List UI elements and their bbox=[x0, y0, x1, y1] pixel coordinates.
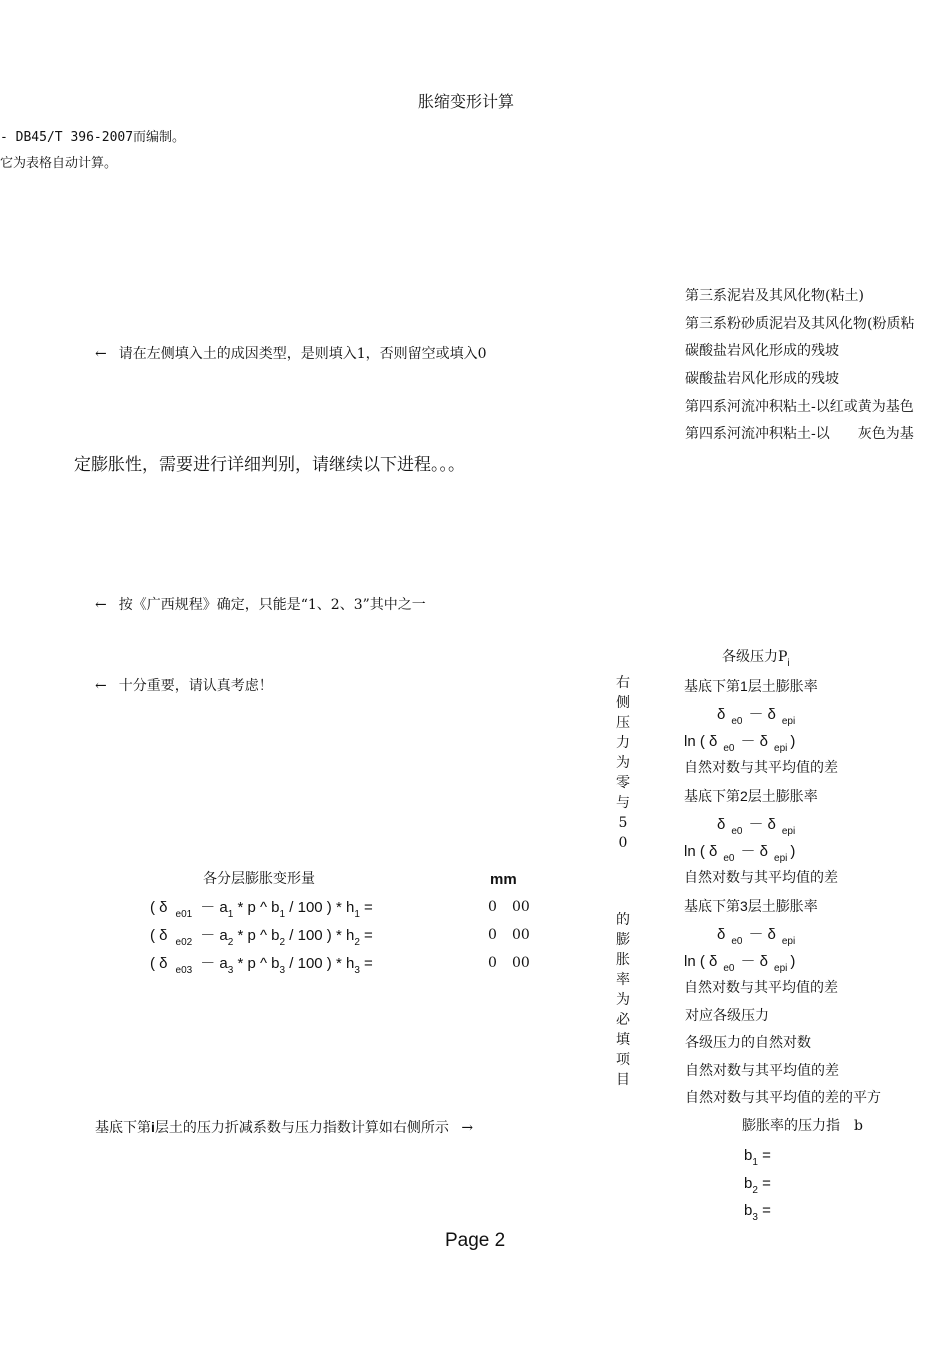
warning-text: 定膨胀性，需要进行详细判别，请继续以下进程。。。 bbox=[74, 455, 465, 474]
unit-label: mm bbox=[490, 871, 517, 888]
note-text: 请在左侧填入土的成因类型，是则填入1，否则留空或填入0 bbox=[118, 346, 487, 362]
pressure-list-item: 各级压力的自然对数 bbox=[685, 1035, 811, 1051]
intro-line-2: 它为表格自动计算。 bbox=[0, 156, 118, 171]
page-footer: Page 2 bbox=[445, 1230, 506, 1251]
deformation-header: 各分层膨胀变形量 bbox=[203, 871, 315, 887]
deformation-value: 0 bbox=[488, 955, 497, 971]
deformation-formula: ( δ e01 － a1 * p ^ b1 / 100 ) * h1 = bbox=[150, 899, 373, 920]
left-arrow-icon: ← bbox=[95, 678, 107, 694]
deformation-value: 00 bbox=[512, 927, 530, 943]
left-arrow-icon: ← bbox=[95, 346, 107, 362]
natural-log-diff: 自然对数与其平均值的差 bbox=[684, 760, 838, 776]
bottom-note: 基底下第i层土的压力折减系数与压力指数计算如右侧所示 → bbox=[95, 1119, 474, 1136]
b-value-row: $b_3$ = bbox=[744, 1202, 771, 1223]
note-important bbox=[95, 679, 273, 693]
natural-log-diff: 自然对数与其平均值的差 bbox=[684, 870, 838, 886]
deformation-formula: ( δ e02 － a2 * p ^ b2 / 100 ) * h2 = bbox=[150, 927, 373, 948]
soil-type-item: 第四系河流冲积粘土-以 灰色为基 bbox=[685, 426, 914, 442]
intro-line-1: - DB45/T 396-2007而编制。 bbox=[0, 130, 186, 145]
b-value-row: $b_1$ = bbox=[744, 1147, 771, 1168]
delta-difference: δ e0 － δ epi bbox=[717, 816, 796, 837]
note-guangxi bbox=[95, 598, 426, 612]
deformation-value: 0 bbox=[488, 927, 497, 943]
natural-log-diff: 自然对数与其平均值的差 bbox=[684, 980, 838, 996]
note-text: 十分重要，请认真考虑！ bbox=[118, 678, 273, 694]
delta-difference: δ e0 － δ epi bbox=[717, 706, 796, 727]
soil-type-item: 第四系河流冲积粘土-以红或黄为基色 bbox=[685, 399, 914, 415]
layer-header: 基底下第2层土膨胀率 bbox=[684, 788, 818, 805]
ln-expression: ln ( δ e0 － δ epi ) bbox=[684, 733, 796, 754]
pressure-header: 各级压力$P_i$ bbox=[722, 649, 790, 669]
page-title: 胀缩变形计算 bbox=[418, 92, 515, 111]
deformation-value: 0 bbox=[488, 899, 497, 915]
soil-type-item: 碳酸盐岩风化形成的残坡 bbox=[685, 371, 839, 387]
vertical-note-2: 的 膨 胀 率 为 必 填 项 目 bbox=[616, 912, 630, 1088]
soil-type-item: 第三系泥岩及其风化物(粘土) bbox=[685, 288, 864, 304]
deformation-value: 00 bbox=[512, 955, 530, 971]
pressure-list-item: 对应各级压力 bbox=[685, 1008, 769, 1024]
vertical-note-1: 右 侧 压 力 为 零 与 5 0 bbox=[616, 675, 630, 851]
ln-expression: ln ( δ e0 － δ epi ) bbox=[684, 843, 796, 864]
pressure-list-item: 自然对数与其平均值的差 bbox=[685, 1063, 839, 1079]
pressure-list-item: 自然对数与其平均值的差的平方 bbox=[685, 1090, 881, 1106]
note-text: 按《广西规程》确定，只能是“1、2、3”其中之一 bbox=[118, 597, 426, 613]
layer-header: 基底下第3层土膨胀率 bbox=[684, 898, 818, 915]
exponent-header: 膨胀率的压力指 b bbox=[742, 1118, 863, 1134]
soil-type-item: 碳酸盐岩风化形成的残坡 bbox=[685, 343, 839, 359]
layer-header: 基底下第1层土膨胀率 bbox=[684, 678, 818, 695]
soil-type-item: 第三系粉砂质泥岩及其风化物(粉质粘 bbox=[685, 316, 915, 332]
deformation-formula: ( δ e03 － a3 * p ^ b3 / 100 ) * h3 = bbox=[150, 955, 373, 976]
deformation-value: 00 bbox=[512, 899, 530, 915]
left-arrow-icon: ← bbox=[95, 597, 107, 613]
b-value-row: $b_2$ = bbox=[744, 1175, 771, 1196]
right-arrow-icon: → bbox=[461, 1120, 474, 1136]
note-soil-type bbox=[95, 347, 487, 361]
delta-difference: δ e0 － δ epi bbox=[717, 926, 796, 947]
ln-expression: ln ( δ e0 － δ epi ) bbox=[684, 953, 796, 974]
